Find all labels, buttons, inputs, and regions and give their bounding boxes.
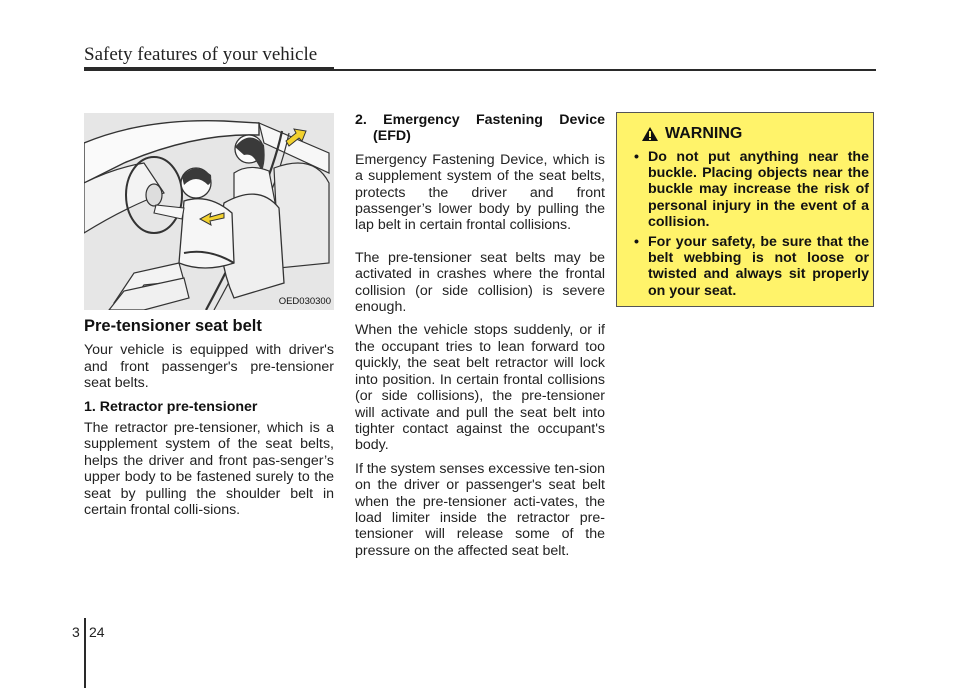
activation-paragraph: The pre-tensioner seat belts may be activated in crashes where the frontal collision (or side collision) is severe enough. bbox=[355, 249, 605, 316]
efd-paragraph: Emergency Fastening Device, which is a supplement system of the seat belts, protects the driver and front passenger’s lower body by pulling the lap belt in certain frontal collisions. bbox=[355, 151, 605, 234]
retractor-paragraph: The retractor pre-tensioner, which is a supplement system of the seat belts, helps the driver and front pas-senger’s upper body to be fastened surely to the seat by pulling the shoulder belt in certain frontal colli-sions. bbox=[84, 420, 334, 519]
header-rule bbox=[84, 67, 334, 71]
pretensioner-illustration bbox=[84, 113, 334, 310]
warning-title: WARNING bbox=[665, 125, 743, 142]
header-title: Safety features of your vehicle bbox=[84, 44, 318, 65]
warning-header bbox=[641, 125, 742, 143]
retractor-lock-paragraph: When the vehicle stops suddenly, or if the occupant tries to lean forward too quickly, the seat belt retractor will lock into position. In certain frontal collisions (or side collisions), the pre-tensioner will activate and pull the seat belt into tighter contact against the occupant's body. bbox=[355, 322, 605, 454]
load-limiter-paragraph: If the system senses excessive ten-sion on the driver or passenger's seat belt when the pre-tensioner acti-vates, the load limiter inside the retractor pre-tensioner will release some of the pressure on the affected seat belt. bbox=[355, 460, 605, 559]
warning-item: • For your safety, be sure that the belt webbing is not loose or twisted and always sit properly on your seat. bbox=[627, 234, 869, 299]
section-title: Pre-tensioner seat belt bbox=[84, 317, 262, 335]
figure-code: OED030300 bbox=[278, 296, 331, 307]
warning-triangle-icon bbox=[641, 126, 659, 142]
column-left bbox=[84, 318, 334, 525]
warning-list bbox=[627, 149, 869, 303]
page-number: 24 bbox=[89, 624, 105, 640]
column-middle bbox=[355, 112, 605, 566]
seat-belt-illustration bbox=[84, 113, 334, 310]
warning-box bbox=[616, 112, 874, 307]
header-rule-thin bbox=[334, 69, 876, 71]
subsection-title-retractor: 1. Retractor pre-tensioner bbox=[84, 398, 258, 415]
chapter-number: 3 bbox=[72, 624, 80, 640]
footer-rule bbox=[84, 618, 86, 688]
intro-paragraph: Your vehicle is equipped with driver's and front passenger's pre-tensioner seat belts. bbox=[84, 342, 334, 392]
warning-item: • Do not put anything near the buckle. Placing objects near the buckle may increase the risk of personal injury in the event of a collision. bbox=[627, 149, 869, 230]
subsection-title-efd: 2. Emergency Fastening Device (EFD) bbox=[355, 112, 605, 145]
